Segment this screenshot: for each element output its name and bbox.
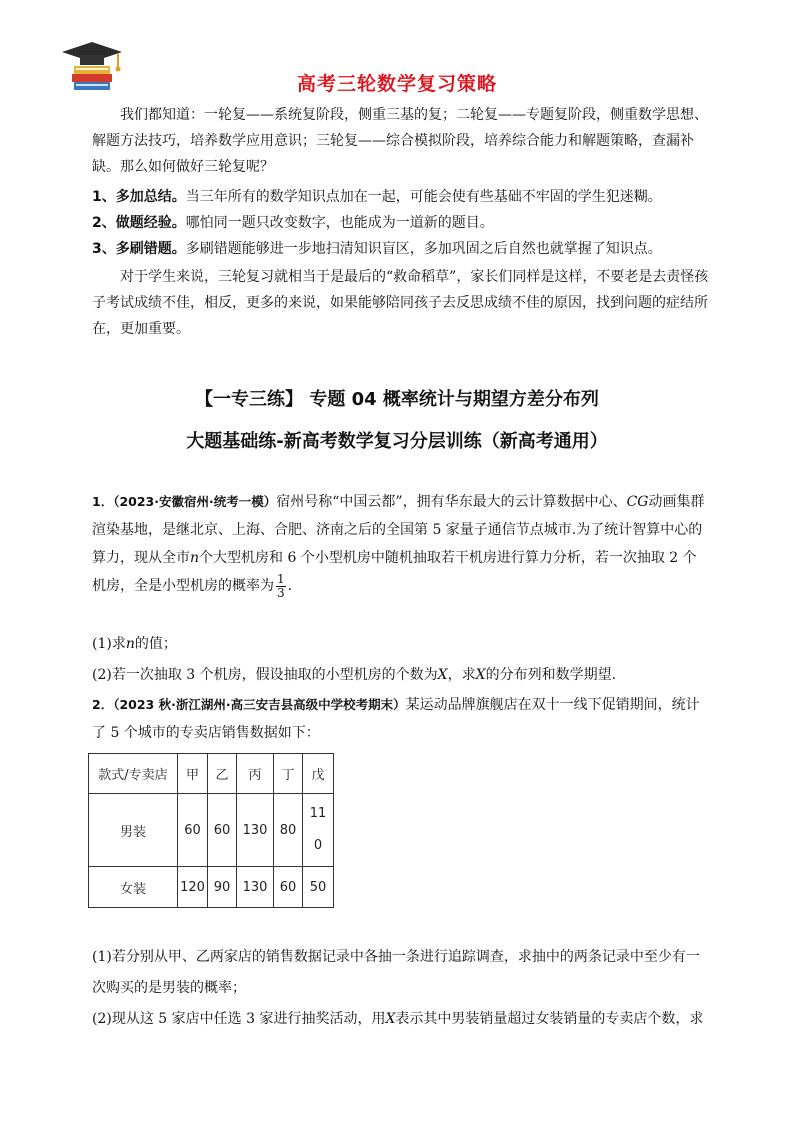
section-heading-line-2: 大题基础练-新高考数学复习分层训练（新高考通用） (186, 431, 608, 452)
table-cell: 男装 (89, 794, 178, 867)
table-cell: 60 (274, 867, 303, 908)
table-cell: 130 (237, 867, 274, 908)
math-x: X (385, 1011, 396, 1027)
table-header-cell: 款式/专卖店 (89, 754, 178, 794)
table-cell (303, 794, 334, 867)
tip-item-2 (92, 210, 710, 236)
wrapped-value-line: 0 (313, 838, 323, 853)
question-2 (92, 691, 710, 747)
question-source: （2023·安徽宿州·统考一模） (113, 494, 277, 509)
question-1-part-1 (92, 630, 710, 658)
section-heading-line-1: 【一专三练】 专题 04 概率统计与期望方差分布列 (195, 389, 599, 410)
question-source: （2023 秋·浙江湖州·高三安吉县高级中学校考期末） (113, 697, 406, 712)
part-text: 的分布列和数学期望. (485, 667, 617, 683)
wrapped-value-line: 11 (309, 806, 327, 821)
question-1 (92, 488, 710, 600)
table-row (89, 794, 334, 867)
fraction (276, 573, 286, 600)
table-header-cell: 戊 (303, 754, 334, 794)
part-text: ，求 (447, 667, 476, 683)
math-x: X (475, 667, 486, 683)
part-text: (2)若一次抽取 3 个机房，假设抽取的小型机房的个数为 (92, 667, 438, 683)
question-text: 某运动品牌旗舰店在双十一线下促销期间，统计了 5 个城市的专卖店销售数据如下： (92, 697, 700, 741)
table-header-cell: 丁 (274, 754, 303, 794)
math-n: n (190, 550, 200, 566)
tip-item-3 (92, 236, 710, 262)
question-text: . (287, 578, 293, 594)
table-cell: 80 (274, 794, 303, 867)
tip-item-1 (92, 184, 710, 210)
tip-text: 多刷错题能够进一步地扫清知识盲区，多加巩固之后自然也就掌握了知识点。 (185, 241, 662, 257)
question-text: 宿州号称“中国云都”，拥有华东最大的云计算数据中心、 (276, 494, 627, 510)
table-header-cell: 乙 (208, 754, 237, 794)
tip-label: 3、多刷错题。 (92, 241, 186, 257)
table-cell: 女装 (89, 867, 178, 908)
table-cell: 90 (208, 867, 237, 908)
table-cell: 60 (178, 794, 208, 867)
tip-label: 1、多加总结。 (92, 189, 186, 205)
table-cell: 50 (303, 867, 334, 908)
question-text: 个大型机房和 6 个小型机房中随机抽取若干机房进行算力分析，若一次抽取 2 个机房，全是小型机房的概率为 (92, 550, 697, 594)
math-n: n (125, 636, 135, 652)
table-header-row (89, 754, 334, 794)
math-x: X (437, 667, 448, 683)
fraction-denominator: 3 (277, 585, 285, 600)
question-2-part-1: (1)若分别从甲、乙两家店的销售数据记录中各抽一条进行追踪调查，求抽中的两条记录中至少有一次购买的是男装的概率； (92, 949, 700, 996)
sales-table (88, 753, 334, 908)
table-header-cell: 甲 (178, 754, 208, 794)
table-cell: 120 (178, 867, 208, 908)
table-row (89, 867, 334, 908)
table-cell: 60 (208, 794, 237, 867)
closing-paragraph: 对于学生来说，三轮复习就相当于是最后的“救命稻草”，家长们同样是这样，不要老是去责怪孩子考试成绩不佳，相反，更多的来说，如果能够陪同孩子去反思成绩不佳的原因，找到问题的症结所在，更加重要。 (92, 269, 709, 337)
part-text: 表示其中男装销量超过女装销量的专卖店个数，求 (395, 1011, 704, 1027)
part-text: (1)求 (92, 636, 126, 652)
part-text: (2)现从这 5 家店中任选 3 家进行抽奖活动，用 (92, 1011, 386, 1027)
question-number: 2． (92, 697, 114, 712)
question-1-part-2 (92, 661, 710, 689)
question-number: 1． (92, 494, 114, 509)
intro-paragraph: 我们都知道：一轮复——系统复阶段，侧重三基的复；二轮复——专题复阶段，侧重数学思想、解题方法技巧，培养数学应用意识；三轮复——综合模拟阶段，培养综合能力和解题策略，查漏补缺。那么如何做好三轮复呢？ (92, 107, 708, 175)
math-cg: CG (626, 494, 649, 510)
fraction-numerator: 1 (277, 571, 285, 586)
tip-label: 2、做题经验。 (92, 215, 186, 231)
question-2-part-2 (92, 1005, 710, 1033)
table-cell: 130 (237, 794, 274, 867)
question-text: 动画集群渲染基地，是继北京、上海、合肥、济南之后的全国第 5 家量子通信节点城市.为了统计智算中心的算力，现从全市 (92, 494, 705, 566)
document-title: 高考三轮数学复习策略 (296, 73, 497, 95)
tip-text: 当三年所有的数学知识点加在一起，可能会使有些基础不牢固的学生犯迷糊。 (185, 189, 662, 205)
part-text: 的值； (134, 636, 177, 652)
tip-text: 哪怕同一题只改变数字，也能成为一道新的题目。 (185, 215, 494, 231)
table-header-cell: 丙 (237, 754, 274, 794)
